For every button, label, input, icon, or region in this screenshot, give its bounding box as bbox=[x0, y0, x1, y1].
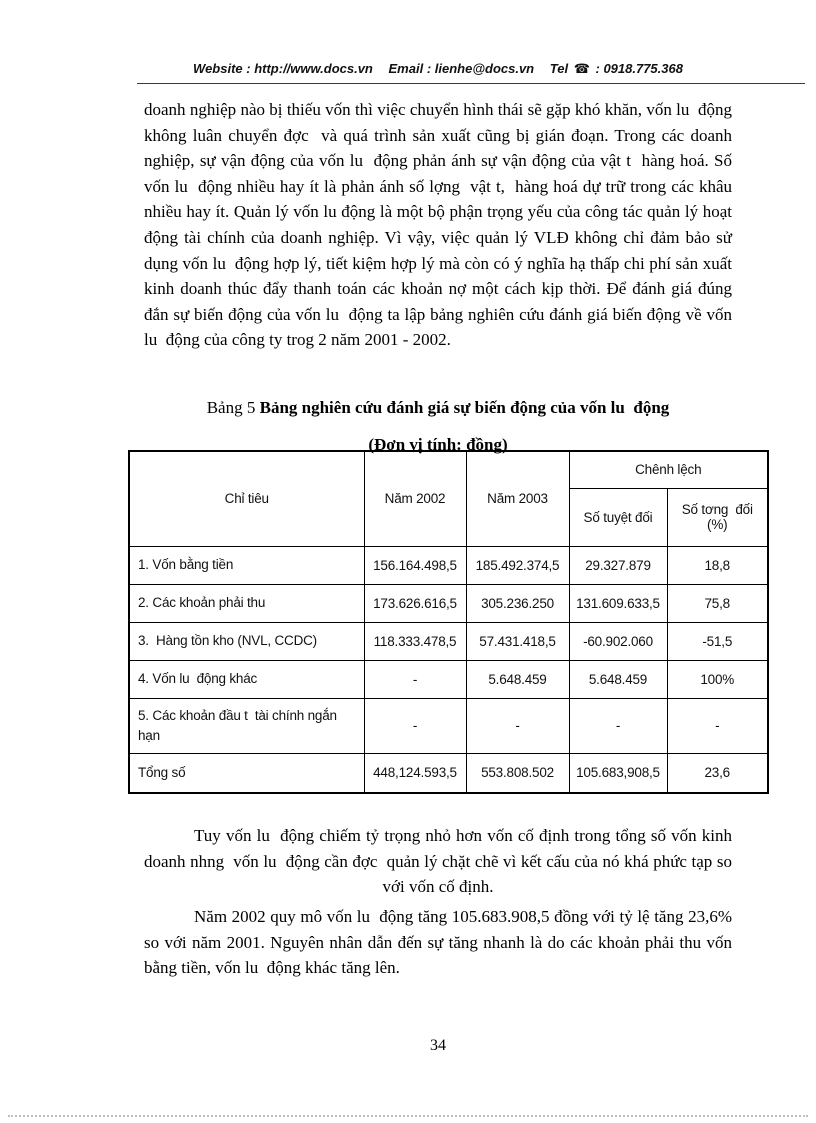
phone-icon: ☎ bbox=[573, 61, 590, 76]
table-row bbox=[129, 622, 768, 660]
table-row bbox=[129, 546, 768, 584]
tel-number: : 0918.775.368 bbox=[591, 61, 683, 76]
header-divider bbox=[137, 83, 805, 84]
row-label: 3. Hàng tồn kho (NVL, CCDC) bbox=[129, 622, 364, 660]
value-absolute: -60.902.060 bbox=[569, 622, 667, 660]
col-header-relative-line1: Số tơng đối bbox=[681, 502, 753, 517]
table-caption-bold: Bảng nghiên cứu đánh giá sự biến động của vốn lu động bbox=[259, 398, 670, 417]
col-header-difference: Chênh lệch bbox=[569, 451, 768, 488]
row-label: 5. Các khoản đầu t tài chính ngắn hạn bbox=[129, 698, 364, 753]
table-caption-title bbox=[144, 389, 732, 426]
value-absolute: 5.648.459 bbox=[569, 660, 667, 698]
table-caption-prefix: Bảng 5 bbox=[206, 398, 260, 417]
email-address: : lienhe@docs.vn bbox=[423, 61, 535, 76]
website-url: : http://www.docs.vn bbox=[242, 61, 373, 76]
value-2003: 185.492.374,5 bbox=[466, 546, 569, 584]
value-2002: 448,124.593,5 bbox=[364, 753, 466, 793]
row-label: 2. Các khoản phải thu bbox=[129, 584, 364, 622]
value-relative: 23,6 bbox=[667, 753, 768, 793]
table-row bbox=[129, 660, 768, 698]
value-relative: -51,5 bbox=[667, 622, 768, 660]
value-2002: 118.333.478,5 bbox=[364, 622, 466, 660]
page-number: 34 bbox=[430, 1037, 446, 1054]
table-caption-unit: (Đơn vị tính: đồng) bbox=[368, 435, 508, 454]
paragraph-block-3 bbox=[144, 904, 732, 981]
value-2003: 305.236.250 bbox=[466, 584, 569, 622]
col-header-absolute: Số tuyệt đối bbox=[569, 488, 667, 546]
value-relative: 18,8 bbox=[667, 546, 768, 584]
website-label: Website bbox=[193, 61, 243, 76]
paragraph-2: Tuy vốn lu động chiếm tỷ trọng nhỏ hơn vốn cố định trong tổng số vốn kinh doanh nhng vốn lu động cần đợc quản lý chặt chẽ vì kết cấu của nó khá phức tạp so với vốn cố định. bbox=[144, 826, 732, 897]
table-row bbox=[129, 698, 768, 753]
value-absolute: 105.683,908,5 bbox=[569, 753, 667, 793]
col-header-relative-line2: (%) bbox=[707, 517, 728, 532]
paragraph-3: Năm 2002 quy mô vốn lu động tăng 105.683.908,5 đồng với tỷ lệ tăng 23,6% so với năm 2001. Nguyên nhân dẫn đến sự tăng nhanh là do các khoản phải thu vốn bằng tiền, vốn lu động khác tăng lên. bbox=[144, 907, 732, 978]
page-header bbox=[144, 61, 732, 77]
col-header-relative bbox=[667, 488, 768, 546]
value-2002: - bbox=[364, 660, 466, 698]
value-absolute: 131.609.633,5 bbox=[569, 584, 667, 622]
table-row bbox=[129, 584, 768, 622]
value-2002: 173.626.616,5 bbox=[364, 584, 466, 622]
paragraph-1: doanh nghiệp nào bị thiếu vốn thì việc chuyển hình thái sẽ gặp khó khăn, vốn lu động không luân chuyển đợc và quá trình sản xuất cũng bị gián đoạn. Trong các doanh nghiệp, sự vận động của vốn lu động phản ánh sự vận động của vật t hàng hoá. Số vốn lu động nhiều hay ít là phản ánh số lợng vật t, hàng hoá dự trữ trong các khâu nhiều hay ít. Quản lý vốn lu động là một bộ phận trọng yếu của công tác quản lý hoạt động tài chính của doanh nghiệp. Vì vậy, việc quản lý VLĐ không chỉ đảm bảo sử dụng vốn lu động hợp lý, tiết kiệm hợp lý mà còn có ý nghĩa hạ thấp chi phí sản xuất kinh doanh thúc đẩy thanh toán các khoản nợ một cách kịp thời. Để đánh giá đúng đắn sự biến động của vốn lu động ta lập bảng nghiên cứu đánh giá biến động về vốn lu động của công ty trog 2 năm 2001 - 2002. bbox=[144, 100, 732, 350]
row-label: 1. Vốn bằng tiền bbox=[129, 546, 364, 584]
variation-table bbox=[128, 450, 769, 794]
paragraph-block-2 bbox=[144, 823, 732, 900]
col-header-criteria: Chỉ tiêu bbox=[129, 451, 364, 546]
value-2003: 5.648.459 bbox=[466, 660, 569, 698]
value-absolute: - bbox=[569, 698, 667, 753]
email-label: Email bbox=[388, 61, 424, 76]
bottom-dotted-divider bbox=[8, 1115, 808, 1117]
col-header-2003: Năm 2003 bbox=[466, 451, 569, 546]
value-relative: 100% bbox=[667, 660, 768, 698]
value-2003: 57.431.418,5 bbox=[466, 622, 569, 660]
row-label: Tổng số bbox=[129, 753, 364, 793]
row-label: 4. Vốn lu động khác bbox=[129, 660, 364, 698]
value-2003: - bbox=[466, 698, 569, 753]
table-total-row bbox=[129, 753, 768, 793]
col-header-2002: Năm 2002 bbox=[364, 451, 466, 546]
value-2003: 553.808.502 bbox=[466, 753, 569, 793]
value-2002: - bbox=[364, 698, 466, 753]
value-relative: - bbox=[667, 698, 768, 753]
value-relative: 75,8 bbox=[667, 584, 768, 622]
value-absolute: 29.327.879 bbox=[569, 546, 667, 584]
paragraph-block-1 bbox=[144, 97, 732, 353]
tel-label: Tel bbox=[549, 61, 569, 76]
value-2002: 156.164.498,5 bbox=[364, 546, 466, 584]
